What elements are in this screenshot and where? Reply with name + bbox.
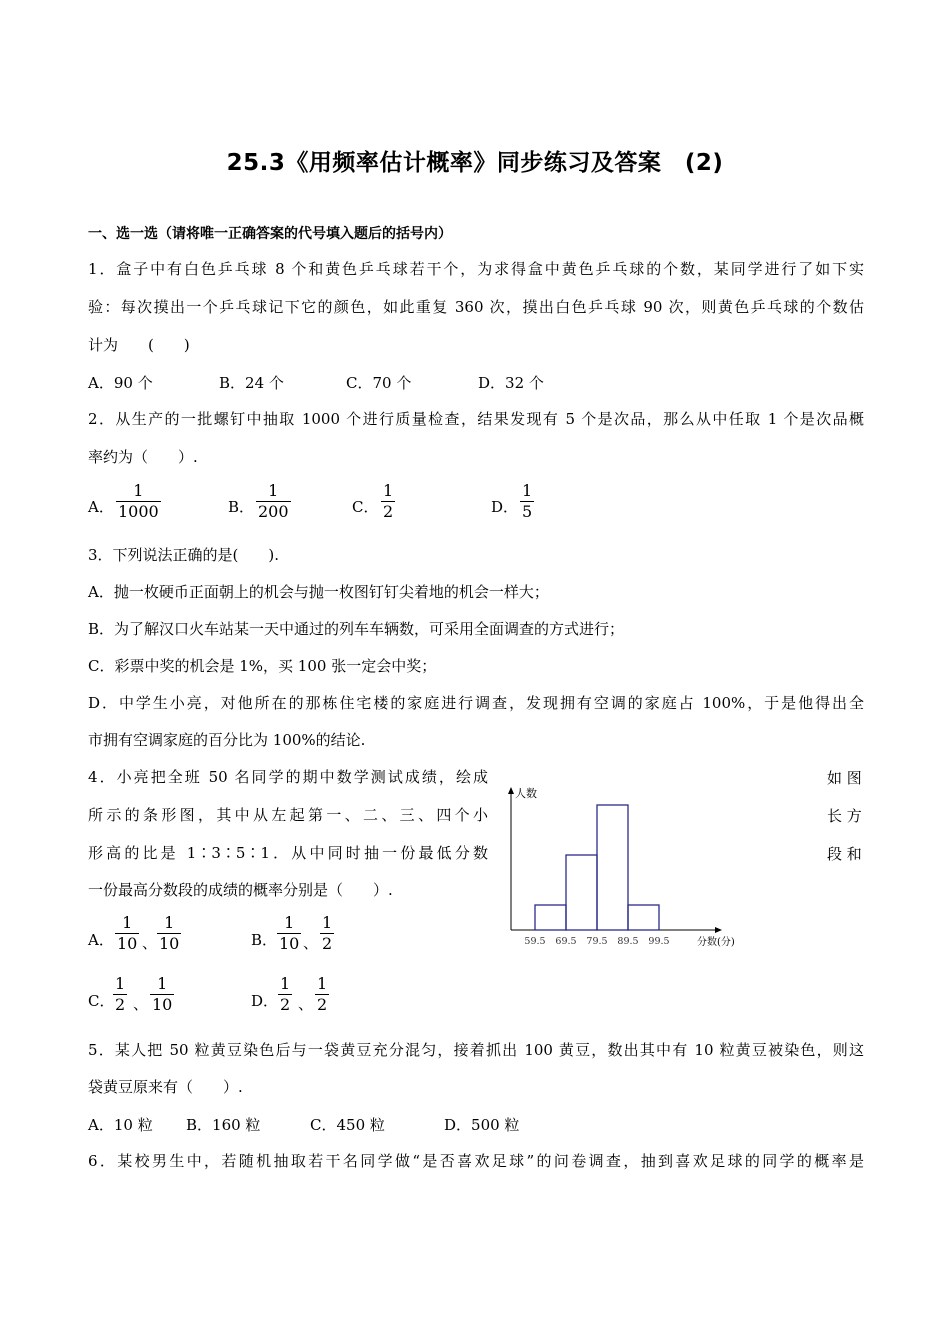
q4-line1-right: 如 图 <box>827 769 862 787</box>
q4-option-c-fraction-1 <box>113 974 127 1015</box>
q6-line1: 6．某校男生中，若随机抽取若干名同学做“是否喜欢足球”的问卷调查，抽到喜欢足球的同学的概率是 <box>88 1152 864 1170</box>
q4-line1-left: 4．小亮把全班 50 名同学的期中数学测试成绩，绘成 <box>88 768 488 786</box>
fraction-numerator: 1 <box>284 913 295 932</box>
fraction-denominator: 1000 <box>118 502 159 521</box>
q2-option-a-fraction <box>116 481 161 522</box>
q3-option-b: B．为了解汉口火车站某一天中通过的列车车辆数，可采用全面调查的方式进行； <box>88 620 625 638</box>
q4-option-a-fraction-1 <box>115 913 139 954</box>
fraction-denominator: 10 <box>159 934 180 953</box>
page-title: 25.3《用频率估计概率》同步练习及答案 (2) <box>226 150 724 176</box>
q4-line2-left: 所示的条形图，其中从左起第一、二、三、四个小 <box>88 806 488 824</box>
histogram-bar <box>566 855 597 930</box>
fraction-numerator: 1 <box>280 974 291 993</box>
x-axis-arrow-icon <box>715 927 722 933</box>
x-tick-label: 59.5 <box>524 936 546 947</box>
fraction-denominator: 2 <box>115 995 126 1014</box>
fraction-numerator: 1 <box>383 481 394 500</box>
fraction-numerator: 1 <box>157 974 168 993</box>
q4-line2-right: 长 方 <box>827 807 862 825</box>
q1-line1: 1．盒子中有白色乒乓球 8 个和黄色乒乓球若干个，为求得盒中黄色乒乓球的个数，某同学进行了如下实 <box>88 260 864 278</box>
q4-line4: 一份最高分数段的成绩的概率分别是（ ）. <box>88 881 393 899</box>
q2-line1: 2．从生产的一批螺钉中抽取 1000 个进行质量检查，结果发现有 5 个是次品，那么从中任取 1 个是次品概 <box>88 410 864 428</box>
q2-option-a-letter: A． <box>88 498 114 516</box>
q5-line2: 袋黄豆原来有（ ）. <box>88 1078 243 1096</box>
q2-option-d-letter: D． <box>491 498 519 516</box>
q1-option-d: D．32 个 <box>478 374 544 392</box>
chart-bars <box>535 805 659 930</box>
histogram-bar <box>628 905 659 930</box>
q2-option-c-fraction <box>381 481 395 522</box>
q4-line3-left: 形高的比是 1∶3∶5∶1．从中同时抽一份最低分数 <box>88 844 488 862</box>
fraction-numerator: 1 <box>317 974 328 993</box>
q4-option-c-separator: 、 <box>133 995 149 1013</box>
q2-option-b-letter: B． <box>228 498 255 516</box>
fraction-numerator: 1 <box>164 913 175 932</box>
q4-option-d-fraction-2 <box>315 974 329 1015</box>
q5-option-b: B．160 粒 <box>186 1116 261 1134</box>
y-axis-label: 人数 <box>515 787 537 800</box>
q3-option-a: A．抛一枚硬币正面朝上的机会与抛一枚图钉钉尖着地的机会一样大； <box>88 583 549 601</box>
fraction-denominator: 10 <box>152 995 173 1014</box>
q1-option-a: A．90 个 <box>88 374 153 392</box>
q2-option-c-letter: C． <box>352 498 379 516</box>
fraction-numerator: 1 <box>322 913 333 932</box>
q4-option-d-separator: 、 <box>298 995 314 1013</box>
q4-option-a-separator: 、 <box>142 934 158 952</box>
fraction-denominator: 10 <box>117 934 138 953</box>
q3-option-d-line2: 市拥有空调家庭的百分比为 100%的结论. <box>88 731 366 749</box>
fraction-numerator: 1 <box>268 481 279 500</box>
fraction-numerator: 1 <box>122 913 133 932</box>
fraction-denominator: 2 <box>383 502 394 521</box>
q2-line2: 率约为（ ）. <box>88 448 198 466</box>
fraction-numerator: 1 <box>133 481 144 500</box>
q2-option-d-fraction <box>520 481 534 522</box>
x-axis-label: 分数(分) <box>697 937 735 948</box>
q4-option-b-letter: B． <box>251 931 278 949</box>
q5-option-a: A．10 粒 <box>88 1116 153 1134</box>
fraction-denominator: 10 <box>279 934 300 953</box>
fraction-denominator: 2 <box>317 995 328 1014</box>
x-tick-label: 69.5 <box>555 936 577 947</box>
q4-option-b-fraction-1 <box>277 913 301 954</box>
q1-option-c: C．70 个 <box>346 374 412 392</box>
q4-option-c-fraction-2 <box>150 974 174 1015</box>
x-tick-label: 99.5 <box>648 936 670 947</box>
q4-option-b-fraction-2 <box>320 913 334 954</box>
histogram-bar <box>535 905 566 930</box>
q1-line3: 计为 ( ) <box>88 336 190 354</box>
fraction-numerator: 1 <box>115 974 126 993</box>
q4-line3-right: 段 和 <box>827 845 862 863</box>
q4-option-a-letter: A． <box>88 931 114 949</box>
q4-option-a-fraction-2 <box>157 913 181 954</box>
y-axis-arrow-icon <box>508 787 514 794</box>
x-tick-label: 79.5 <box>586 936 608 947</box>
histogram-chart <box>500 775 760 955</box>
fraction-denominator: 200 <box>258 502 289 521</box>
fraction-denominator: 2 <box>280 995 291 1014</box>
q1-line2: 验：每次摸出一个乒乓球记下它的颜色，如此重复 360 次，摸出白色乒乓球 90 次，则黄色乒乓球的个数估 <box>88 298 864 316</box>
q4-option-b-separator: 、 <box>303 934 319 952</box>
q1-option-b: B．24 个 <box>219 374 284 392</box>
q5-option-c: C．450 粒 <box>310 1116 385 1134</box>
q4-option-d-fraction-1 <box>278 974 292 1015</box>
q3-option-d-line1: D．中学生小亮，对他所在的那栋住宅楼的家庭进行调查，发现拥有空调的家庭占 100%，于是他得出全 <box>88 694 864 712</box>
q4-option-d-letter: D． <box>251 992 279 1010</box>
q2-option-b-fraction <box>256 481 291 522</box>
q5-option-d: D．500 粒 <box>444 1116 520 1134</box>
chart-axes <box>508 787 722 933</box>
histogram-bar <box>597 805 628 930</box>
fraction-denominator: 5 <box>522 502 533 521</box>
section-heading: 一、选一选（请将唯一正确答案的代号填入题后的括号内） <box>88 226 452 242</box>
q4-option-c-letter: C． <box>88 992 115 1010</box>
q3-option-c: C．彩票中奖的机会是 1%，买 100 张一定会中奖； <box>88 657 437 675</box>
x-tick-label: 89.5 <box>617 936 639 947</box>
fraction-denominator: 2 <box>322 934 333 953</box>
chart-tick-labels <box>524 936 669 947</box>
fraction-numerator: 1 <box>522 481 533 500</box>
q5-line1: 5．某人把 50 粒黄豆染色后与一袋黄豆充分混匀，接着抓出 100 黄豆，数出其中有 10 粒黄豆被染色，则这 <box>88 1041 864 1059</box>
q3-stem: 3．下列说法正确的是( ). <box>88 546 280 564</box>
